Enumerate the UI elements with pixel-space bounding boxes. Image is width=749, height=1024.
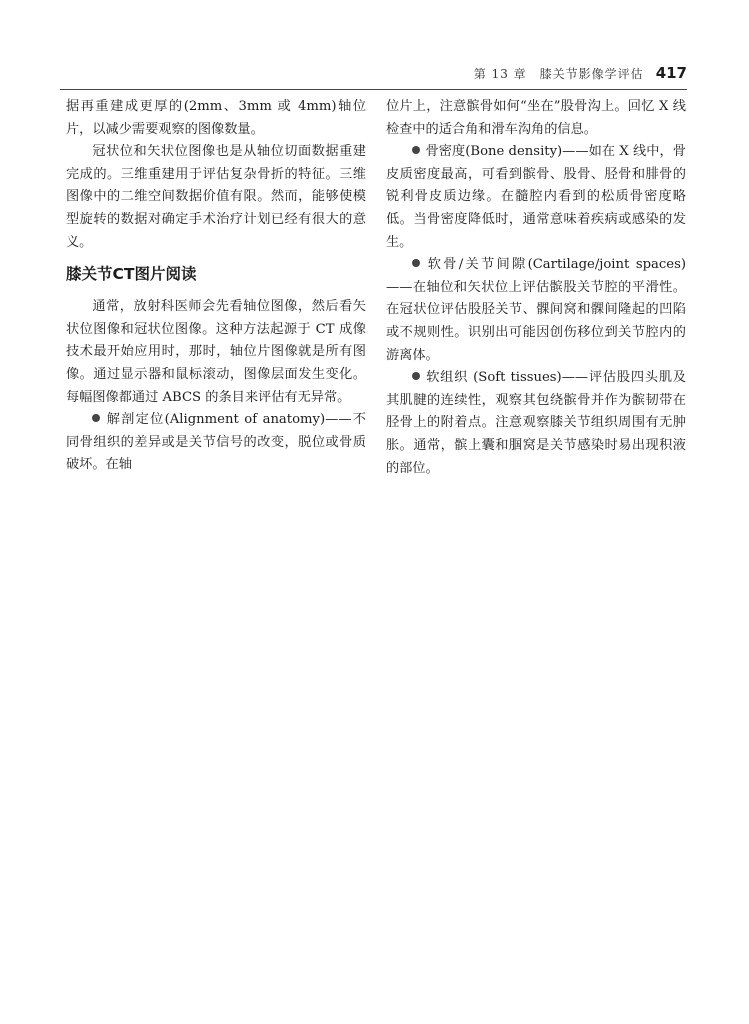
right-column (386, 96, 686, 480)
bullet-text: 解剖定位(Alignment of anatomy)——不同骨组织的差异或是关节信号的改变，脱位或骨质破坏。在轴 (66, 412, 366, 473)
running-header (60, 64, 687, 90)
bullet-text: 软骨/关节间隙(Cartilage/joint spaces)——在轴位和矢状位上评估髌股关节腔的平滑性。在冠状位评估股胫关节、髁间窝和髁间隆起的凹陷或不规则性。识别出可能因创伤移位到关节腔内的游离体。 (386, 257, 686, 363)
bullet-icon (412, 259, 420, 267)
page-number: 417 (655, 64, 687, 82)
bullet-item (386, 254, 686, 367)
bullet-item (386, 141, 686, 254)
paragraph: 位片上，注意髌骨如何“坐在”股骨沟上。回忆 X 线检查中的适合角和滑车沟角的信息。 (386, 99, 686, 137)
bullet-text: 软组织 (Soft tissues)——评估股四头肌及其肌腱的连续性，观察其包绕髌骨并作为髌韧带在胫骨上的附着点。注意观察膝关节组织周围有无肿胀。通常，髌上囊和腘窝是关节感染时易出现积液的部位。 (386, 370, 686, 476)
paragraph: 据再重建成更厚的(2mm、3mm 或 4mm)轴位片，以减少需要观察的图像数量。 (66, 99, 366, 137)
bullet-text: 骨密度(Bone density)——如在 X 线中，骨皮质密度最高，可看到髌骨、股骨、胫骨和腓骨的锐利骨皮质边缘。在髓腔内看到的松质骨密度略低。当骨密度降低时，通常意味着疾病或感染的发生。 (386, 144, 686, 250)
bullet-item (66, 409, 366, 477)
bullet-icon (92, 414, 100, 422)
bullet-icon (412, 372, 420, 380)
bullet-item (386, 367, 686, 480)
paragraph: 冠状位和矢状位图像也是从轴位切面数据重建完成的。三维重建用于评估复杂骨折的特征。三维图像中的二维空间数据价值有限。然而，能够使模型旋转的数据对确定手术治疗计划已经有很大的意义。 (66, 144, 366, 250)
chapter-title: 第 13 章 膝关节影像学评估 (473, 67, 644, 81)
section-heading: 膝关节CT图片阅读 (66, 265, 197, 284)
paragraph: 通常，放射科医师会先看轴位图像，然后看矢状位图像和冠状位图像。这种方法起源于 CT 成像技术最开始应用时，那时，轴位片图像就是所有图像。通过显示器和鼠标滚动，图像层面发生变化。每幅图像都通过 ABCS 的条目来评估有无异常。 (66, 299, 366, 405)
left-column (66, 96, 366, 477)
bullet-icon (412, 146, 420, 154)
